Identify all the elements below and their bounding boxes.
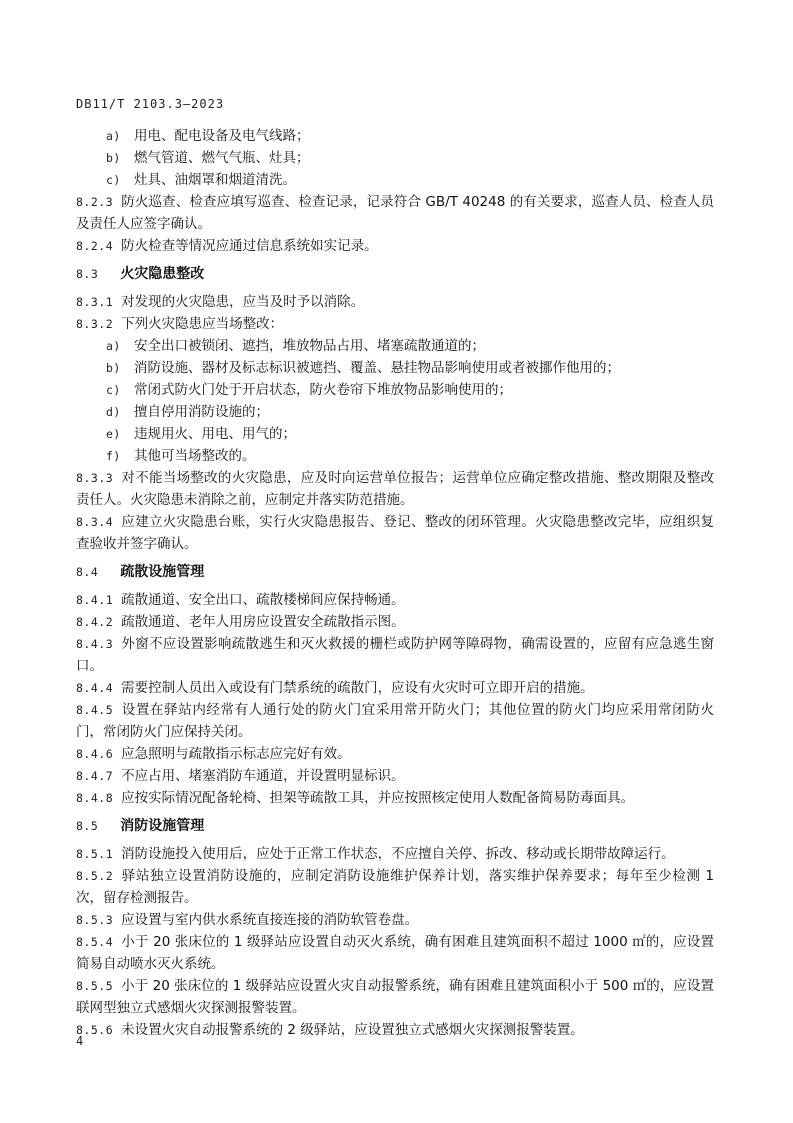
section-heading	[76, 815, 714, 837]
clause-paragraph	[76, 313, 714, 335]
clause-text: 灶具、油烟罩和烟道清洗。	[134, 172, 296, 188]
list-item	[76, 379, 714, 401]
clause-text: 对不能当场整改的火灾隐患，应及时向运营单位报告；运营单位应确定整改措施、整改期限及整改责任人。火灾隐患未消除之前，应制定并落实防范措施。	[76, 470, 714, 508]
clause-text: 其他可当场整改的。	[134, 448, 256, 464]
clause-number: f)	[106, 449, 121, 463]
clause-number: 8.4.1	[76, 593, 114, 607]
list-item	[76, 169, 714, 191]
clause-text: 对发现的火灾隐患，应当及时予以消除。	[121, 294, 365, 310]
document-code: DB11/T 2103.3—2023	[76, 97, 225, 111]
clause-number: 8.4.6	[76, 747, 114, 761]
clause-number: 8.3.4	[76, 515, 114, 529]
clause-number: 8.4.7	[76, 769, 114, 783]
clause-text: 下列火灾隐患应当场整改：	[121, 316, 284, 332]
list-item	[76, 401, 714, 423]
page-number: 4	[76, 1034, 84, 1048]
clause-paragraph	[76, 843, 714, 865]
clause-text: 违规用火、用电、用气的；	[134, 426, 296, 442]
clause-number: e)	[106, 427, 121, 441]
clause-number: 8.4.8	[76, 791, 114, 805]
clause-text: 应设置与室内供水系统直接连接的消防软管卷盘。	[121, 912, 419, 928]
clause-text: 小于 20 张床位的 1 级驿站应设置火灾自动报警系统，确有困难且建筑面积小于 500 ㎡的，应设置联网型独立式感烟火灾探测报警装置。	[76, 978, 714, 1016]
section-heading	[76, 561, 714, 583]
clause-number: 8.5	[76, 819, 99, 833]
clause-text: 疏散通道、安全出口、疏散楼梯间应保持畅通。	[121, 592, 405, 608]
clause-text: 消防设施、器材及标志标识被遮挡、覆盖、悬挂物品影响使用或者被挪作他用的；	[134, 360, 620, 376]
clause-text: 安全出口被锁闭、遮挡，堆放物品占用、堵塞疏散通道的；	[134, 338, 485, 354]
list-item	[76, 125, 714, 147]
clause-number: 8.5.4	[76, 935, 114, 949]
clause-text: 燃气管道、燃气气瓶、灶具；	[134, 150, 310, 166]
clause-text: 火灾隐患整改	[120, 266, 205, 282]
clause-text: 应建立火灾隐患台账，实行火灾隐患报告、登记、整改的闭环管理。火灾隐患整改完毕，应组织复查验收并签字确认。	[76, 514, 714, 552]
clause-paragraph	[76, 865, 714, 909]
list-item	[76, 357, 714, 379]
clause-number: 8.5.2	[76, 869, 114, 883]
clause-text: 小于 20 张床位的 1 级驿站应设置自动灭火系统，确有困难且建筑面积不超过 1000 ㎡的，应设置简易自动喷水灭火系统。	[76, 934, 714, 972]
clause-paragraph	[76, 765, 714, 787]
clause-number: b)	[106, 151, 121, 165]
clause-paragraph	[76, 909, 714, 931]
clause-text: 需要控制人员出入或设有门禁系统的疏散门，应设有火灾时可立即开启的措施。	[121, 680, 594, 696]
clause-paragraph	[76, 291, 714, 313]
clause-text: 应急照明与疏散指示标志应完好有效。	[121, 746, 351, 762]
clause-number: c)	[106, 383, 121, 397]
clause-number: c)	[106, 173, 121, 187]
list-item	[76, 423, 714, 445]
clause-paragraph	[76, 511, 714, 555]
clause-paragraph	[76, 589, 714, 611]
clause-paragraph	[76, 1019, 714, 1041]
clause-paragraph	[76, 235, 714, 257]
clause-number: d)	[106, 405, 121, 419]
clause-number: 8.4.3	[76, 637, 114, 651]
clause-paragraph	[76, 677, 714, 699]
clause-text: 外窗不应设置影响疏散逃生和灭火救援的栅栏或防护网等障碍物，确需设置的，应留有应急逃生窗口。	[76, 636, 714, 674]
list-item	[76, 147, 714, 169]
section-heading	[76, 263, 714, 285]
clause-number: b)	[106, 361, 121, 375]
clause-number: 8.4	[76, 565, 99, 579]
clause-text: 用电、配电设备及电气线路；	[134, 128, 310, 144]
clause-number: 8.2.3	[76, 195, 114, 209]
clause-number: 8.4.4	[76, 681, 114, 695]
clause-paragraph	[76, 633, 714, 677]
clause-paragraph	[76, 931, 714, 975]
clause-number: 8.2.4	[76, 239, 114, 253]
clause-text: 设置在驿站内经常有人通行处的防火门宜采用常开防火门；其他位置的防火门均应采用常闭防火门，常闭防火门应保持关闭。	[76, 702, 714, 740]
clause-number: a)	[106, 129, 121, 143]
clause-text: 常闭式防火门处于开启状态，防火卷帘下堆放物品影响使用的；	[134, 382, 512, 398]
clause-text: 应按实际情况配备轮椅、担架等疏散工具，并应按照核定使用人数配备简易防毒面具。	[121, 790, 635, 806]
clause-number: 8.3.2	[76, 317, 114, 331]
clause-number: 8.4.5	[76, 703, 114, 717]
clause-text: 未设置火灾自动报警系统的 2 级驿站，应设置独立式感烟火灾探测报警装置。	[121, 1022, 584, 1038]
clause-paragraph	[76, 975, 714, 1019]
clause-text: 驿站独立设置消防设施的，应制定消防设施维护保养计划，落实维护保养要求；每年至少检测 1 次，留存检测报告。	[76, 868, 714, 906]
clause-text: 消防设施投入使用后，应处于正常工作状态，不应擅自关停、拆改、移动或长期带故障运行。	[121, 846, 675, 862]
clause-number: 8.5.6	[76, 1023, 114, 1037]
clause-number: 8.3.1	[76, 295, 114, 309]
document-body	[76, 125, 714, 1041]
clause-number: 8.3.3	[76, 471, 114, 485]
clause-number: 8.5.1	[76, 847, 114, 861]
clause-text: 擅自停用消防设施的；	[134, 404, 269, 420]
clause-paragraph	[76, 787, 714, 809]
clause-paragraph	[76, 743, 714, 765]
clause-number: 8.4.2	[76, 615, 114, 629]
clause-number: 8.5.3	[76, 913, 114, 927]
list-item	[76, 335, 714, 357]
clause-paragraph	[76, 699, 714, 743]
clause-number: 8.3	[76, 267, 99, 281]
clause-paragraph	[76, 191, 714, 235]
list-item	[76, 445, 714, 467]
clause-number: a)	[106, 339, 121, 353]
clause-paragraph	[76, 611, 714, 633]
clause-text: 防火巡查、检查应填写巡查、检查记录，记录符合 GB/T 40248 的有关要求，巡查人员、检查人员及责任人应签字确认。	[76, 194, 714, 232]
clause-text: 不应占用、堵塞消防车通道，并设置明显标识。	[121, 768, 405, 784]
clause-number: 8.5.5	[76, 979, 114, 993]
clause-text: 疏散设施管理	[120, 564, 205, 580]
clause-text: 疏散通道、老年人用房应设置安全疏散指示图。	[121, 614, 405, 630]
clause-text: 消防设施管理	[120, 818, 205, 834]
clause-text: 防火检查等情况应通过信息系统如实记录。	[121, 238, 378, 254]
clause-paragraph	[76, 467, 714, 511]
